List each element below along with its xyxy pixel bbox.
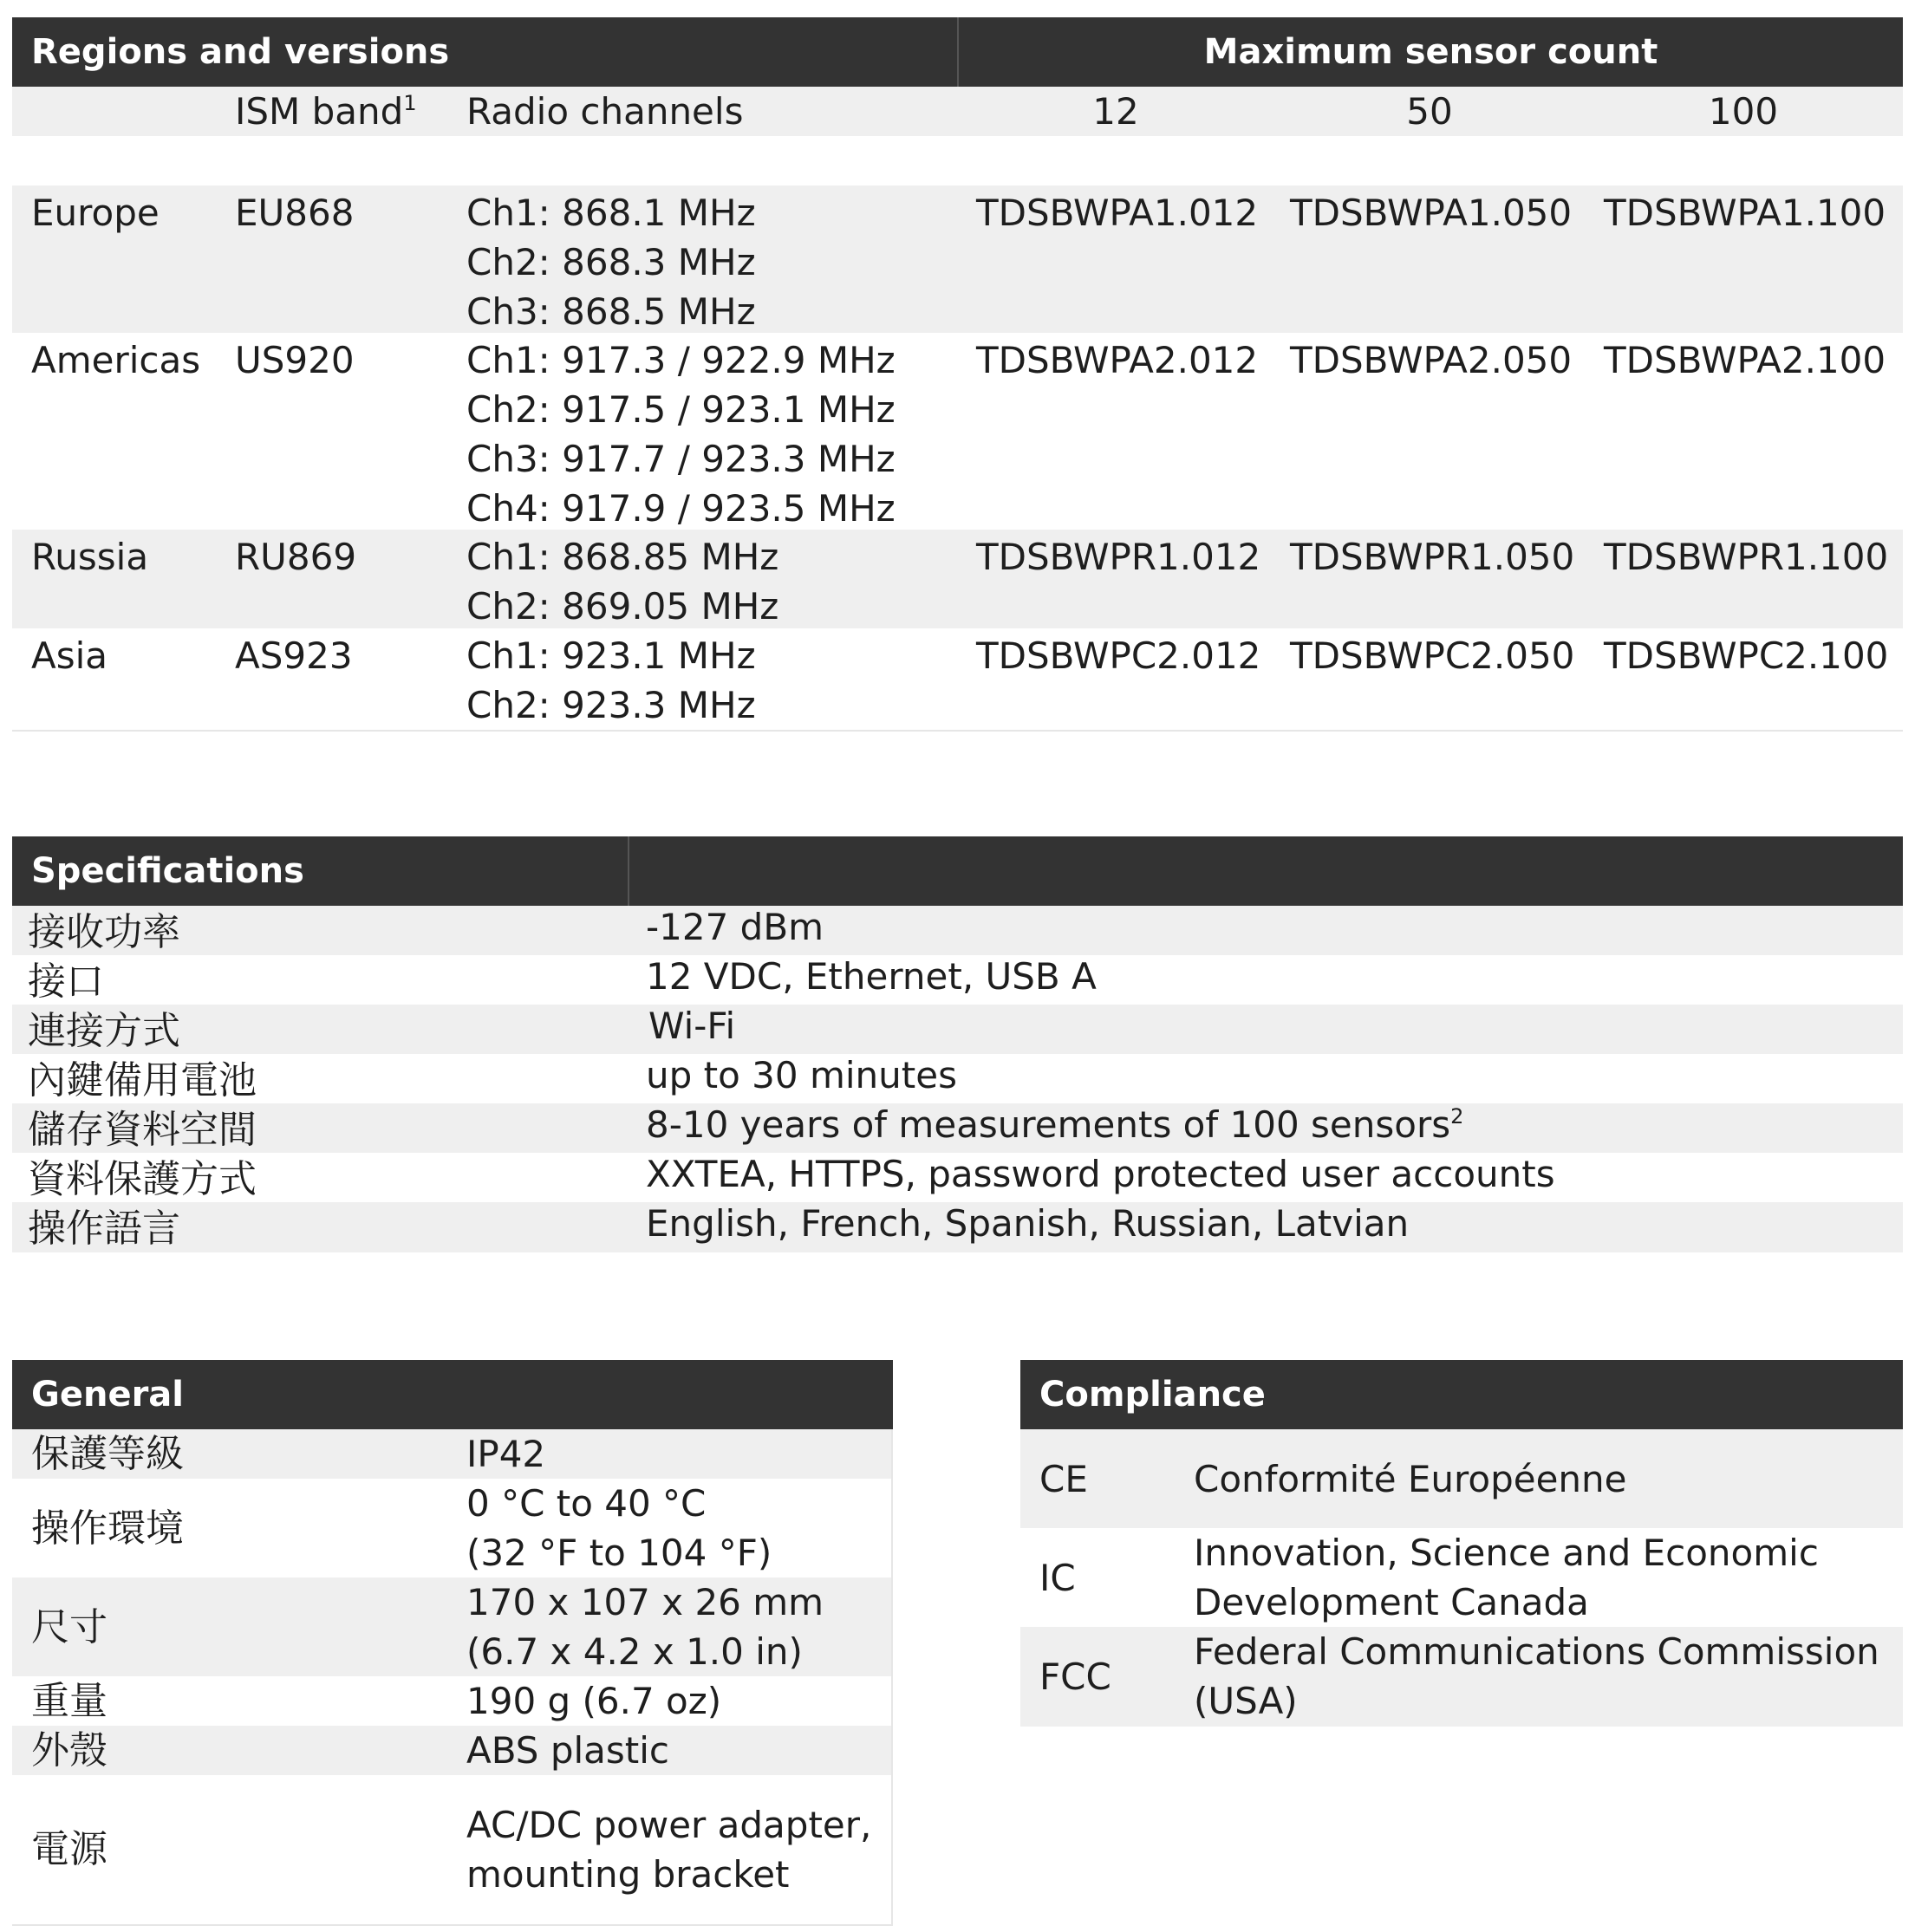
max-sensor-title: Maximum sensor count: [1203, 32, 1658, 72]
general-label: 尺寸: [31, 1605, 107, 1649]
version-12: TDSBWPR1.012: [976, 536, 1261, 578]
table-row: [1020, 1429, 1903, 1528]
compliance-code: IC: [1039, 1557, 1076, 1599]
regions-title: Regions and versions: [31, 32, 450, 72]
table-row: [12, 1429, 891, 1479]
table-row: [12, 1103, 1903, 1153]
table-row: [12, 1005, 1903, 1054]
general-value: 0 °C to 40 °C (32 °F to 104 °F): [466, 1482, 772, 1574]
regions-spacer-row: [12, 136, 1903, 185]
general-label: 保護等級: [31, 1432, 184, 1476]
table-row: [12, 1577, 891, 1676]
radio-channels: Ch1: 868.1 MHz Ch2: 868.3 MHz Ch3: 868.5 MHz: [466, 192, 756, 333]
version-100: TDSBWPA2.100: [1604, 339, 1886, 381]
compliance-code: CE: [1039, 1458, 1088, 1500]
spec-value: 12 VDC, Ethernet, USB A: [646, 955, 1097, 998]
spec-value: Wi-Fi: [648, 1005, 736, 1047]
general-value: 170 x 107 x 26 mm (6.7 x 4.2 x 1.0 in): [466, 1581, 824, 1673]
table-row: [12, 628, 1903, 730]
version-100: TDSBWPR1.100: [1604, 536, 1889, 578]
table-row: [12, 185, 1903, 333]
table-row: [1020, 1627, 1903, 1727]
region-name: Asia: [31, 634, 108, 677]
col-count-100: 100: [1708, 90, 1779, 133]
compliance-name: Federal Communications Commission (USA): [1194, 1630, 1879, 1722]
col-count-50: 50: [1406, 90, 1453, 133]
ism-band: AS923: [235, 634, 353, 677]
regions-table: [12, 17, 1903, 732]
general-title: General: [31, 1375, 184, 1415]
spec-label: 連接方式: [28, 1009, 180, 1053]
radio-channels: Ch1: 868.85 MHz Ch2: 869.05 MHz: [466, 536, 779, 628]
ism-band: EU868: [235, 192, 355, 234]
version-12: TDSBWPA1.012: [976, 192, 1259, 234]
col-count-12: 12: [1092, 90, 1139, 133]
version-100: TDSBWPA1.100: [1604, 192, 1886, 234]
version-50: TDSBWPR1.050: [1290, 536, 1575, 578]
spec-label: 儲存資料空間: [28, 1108, 257, 1152]
compliance-title: Compliance: [1039, 1375, 1266, 1415]
version-50: TDSBWPA2.050: [1290, 339, 1573, 381]
general-header-bar: [12, 1360, 893, 1429]
spec-label: 接收功率: [28, 910, 180, 954]
col-ism-band: ISM band$^1$: [235, 90, 417, 133]
compliance-name: Conformité Européenne: [1194, 1458, 1627, 1500]
general-table: [12, 1360, 893, 1926]
version-12: TDSBWPC2.012: [976, 634, 1261, 677]
compliance-table: [1020, 1360, 1903, 1727]
region-name: Russia: [31, 536, 149, 578]
table-row: [12, 1676, 891, 1726]
table-row: [12, 1479, 891, 1577]
version-50: TDSBWPA1.050: [1290, 192, 1573, 234]
spec-label: 資料保護方式: [28, 1157, 257, 1201]
version-12: TDSBWPA2.012: [976, 339, 1259, 381]
specifications-title: Specifications: [31, 851, 304, 891]
table-row: [12, 1726, 891, 1775]
regions-subheader-row: [12, 87, 1903, 136]
header-divider: [628, 836, 629, 906]
col-radio-channels: Radio channels: [466, 90, 744, 133]
general-label: 外殼: [31, 1728, 107, 1773]
compliance-name: Innovation, Science and Economic Development Canada: [1194, 1532, 1819, 1623]
general-value: IP42: [466, 1433, 546, 1475]
radio-channels: Ch1: 923.1 MHz Ch2: 923.3 MHz: [466, 634, 756, 726]
region-name: Americas: [31, 339, 201, 381]
table-row: [1020, 1528, 1903, 1627]
table-row: [12, 1054, 1903, 1103]
table-row: [12, 333, 1903, 530]
compliance-header-bar: [1020, 1360, 1903, 1429]
compliance-code: FCC: [1039, 1656, 1111, 1698]
general-value: ABS plastic: [466, 1729, 669, 1772]
specifications-header-bar: [12, 836, 1903, 906]
regions-header-bar: [12, 17, 1903, 87]
spec-value: 8-10 years of measurements of 100 sensors$^2$: [646, 1103, 1464, 1146]
region-name: Europe: [31, 192, 160, 234]
table-row: [12, 530, 1903, 628]
ism-band: US920: [235, 339, 355, 381]
general-label: 電源: [31, 1827, 107, 1871]
specifications-table: [12, 836, 1903, 1252]
spec-value: XXTEA, HTTPS, password protected user accounts: [646, 1153, 1555, 1195]
spec-label: 接口: [28, 959, 104, 1004]
radio-channels: Ch1: 917.3 / 922.9 MHz Ch2: 917.5 / 923.1 MHz Ch3: 917.7 / 923.3 MHz Ch4: 917.9 / 923.5 MHz: [466, 339, 896, 530]
table-row: [12, 955, 1903, 1005]
general-value: 190 g (6.7 oz): [466, 1680, 722, 1722]
spec-label: 內鍵備用電池: [28, 1058, 257, 1103]
version-50: TDSBWPC2.050: [1290, 634, 1575, 677]
version-100: TDSBWPC2.100: [1604, 634, 1889, 677]
table-row: [12, 1202, 1903, 1252]
general-value: AC/DC power adapter, mounting bracket: [466, 1804, 872, 1896]
table-row: [12, 906, 1903, 955]
general-label: 重量: [31, 1679, 107, 1723]
spec-value: English, French, Spanish, Russian, Latvian: [646, 1202, 1410, 1245]
table-row: [12, 1153, 1903, 1202]
general-label: 操作環境: [31, 1506, 184, 1551]
spec-value: up to 30 minutes: [646, 1054, 957, 1096]
spec-value: -127 dBm: [646, 906, 824, 948]
spec-label: 操作語言: [28, 1207, 180, 1251]
ism-band: RU869: [235, 536, 357, 578]
table-row: [12, 1775, 891, 1924]
